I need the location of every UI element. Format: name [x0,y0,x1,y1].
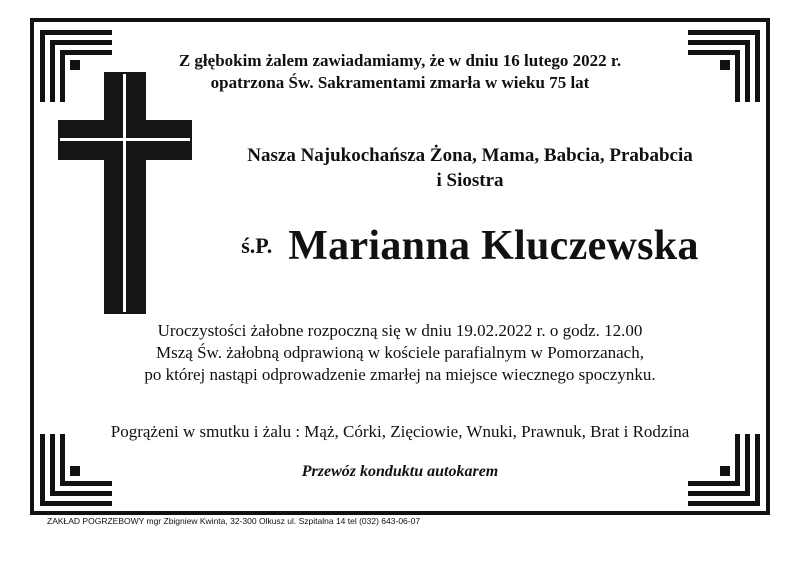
relation-text [200,143,740,193]
cross-icon [58,72,192,314]
ceremony-text [60,320,740,386]
deceased-name: Marianna Kluczewska [288,223,699,269]
relation-line-1: Nasza Najukochańsza Żona, Mama, Babcia, Prababcia [247,145,693,166]
intro-line-2: opatrzona Św. Sakramentami zmarła w wieku 75 lat [210,73,590,92]
relation-line-2: i Siostra [436,170,504,191]
ceremony-line-2: Mszą Św. żałobną odprawioną w kościele parafialnym w Pomorzanach, [156,343,644,362]
funeral-home-footer: ZAKŁAD POGRZEBOWY mgr Zbigniew Kwinta, 32-300 Olkusz ul. Szpitalna 14 tel (032) 643-06-07 [47,516,421,526]
intro-text [100,50,700,94]
transport-note: Przewóz konduktu autokarem [301,463,499,480]
mourners-text: Pogrążeni w smutku i żalu : Mąż, Córki, Zięciowie, Wnuki, Prawnuk, Brat i Rodzina [110,422,690,441]
ceremony-line-1: Uroczystości żałobne rozpoczną się w dniu 19.02.2022 r. o godz. 12.00 [157,321,643,340]
intro-line-1: Z głębokim żalem zawiadamiamy, że w dniu 16 lutego 2022 r. [178,51,622,70]
name-prefix: ś.P. [241,233,273,258]
ceremony-line-3: po której nastąpi odprowadzenie zmarłej na miejsce wiecznego spoczynku. [144,365,656,384]
deceased-heading [190,222,750,270]
